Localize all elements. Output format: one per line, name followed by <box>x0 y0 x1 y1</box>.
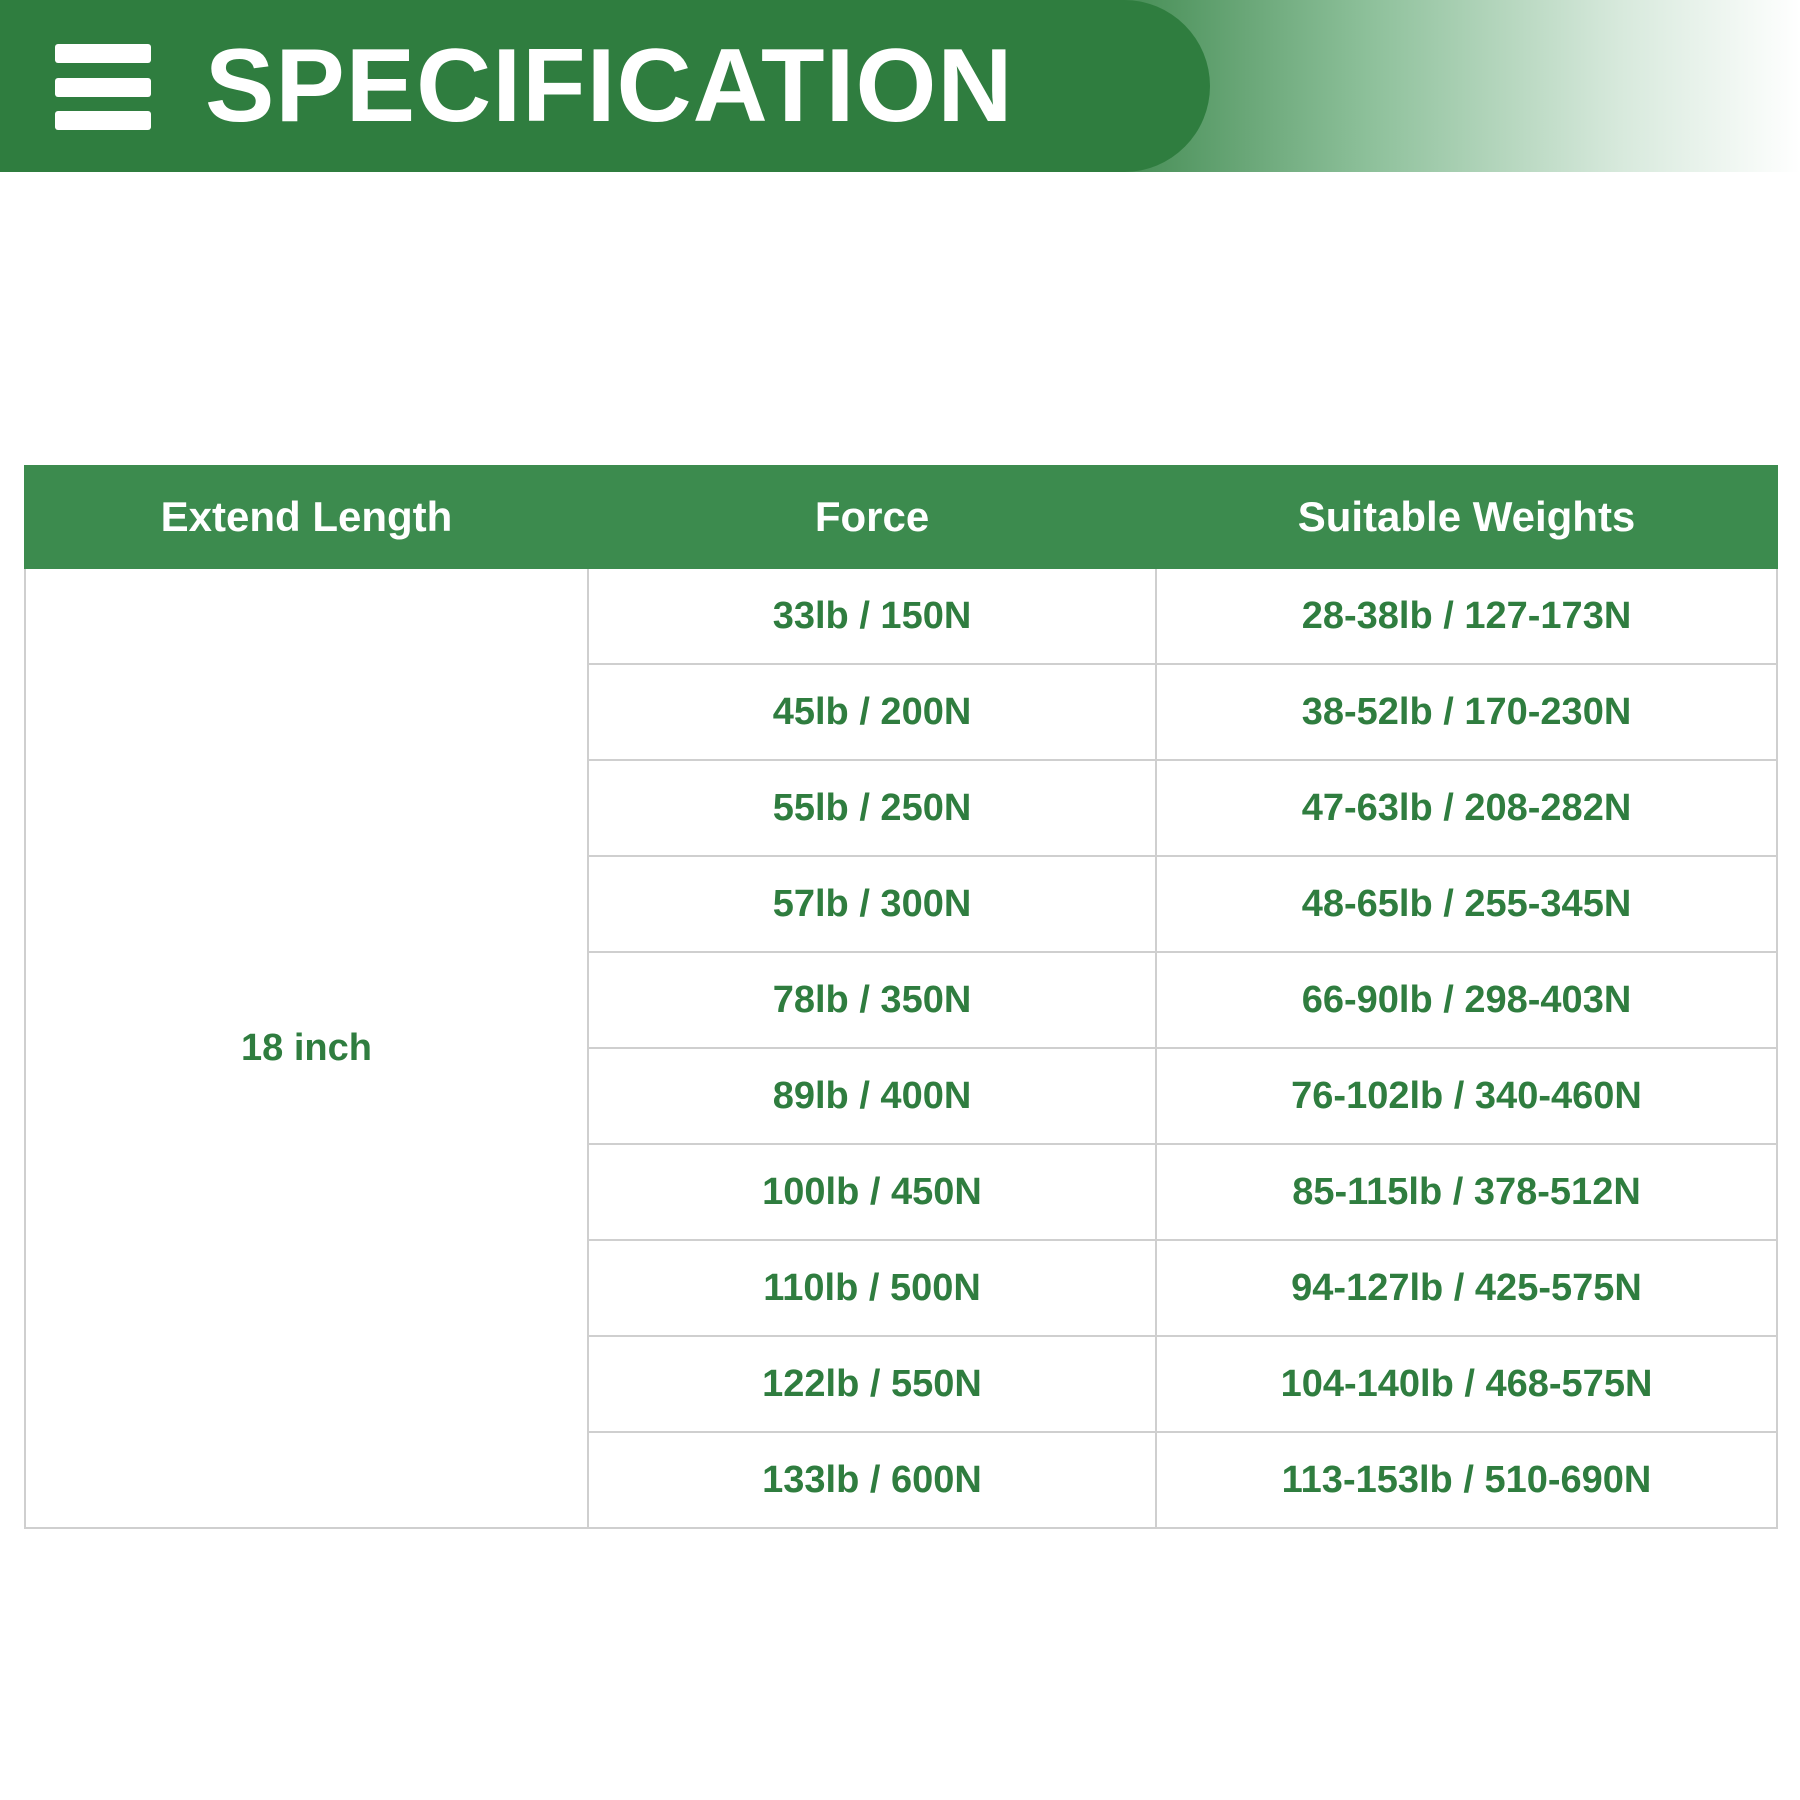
weights-value: 76-102lb / 340-460N <box>1156 1048 1777 1144</box>
specification-table <box>24 465 1778 1529</box>
table-row <box>25 568 1777 664</box>
force-value: 57lb / 300N <box>588 856 1156 952</box>
column-header-extend-length: Extend Length <box>25 466 588 568</box>
force-value: 55lb / 250N <box>588 760 1156 856</box>
weights-value: 113-153lb / 510-690N <box>1156 1432 1777 1528</box>
force-value: 122lb / 550N <box>588 1336 1156 1432</box>
weights-value: 38-52lb / 170-230N <box>1156 664 1777 760</box>
weights-value: 66-90lb / 298-403N <box>1156 952 1777 1048</box>
header-banner <box>0 0 1800 175</box>
force-value: 33lb / 150N <box>588 568 1156 664</box>
force-value: 100lb / 450N <box>588 1144 1156 1240</box>
table-header-row <box>25 466 1777 568</box>
weights-value: 85-115lb / 378-512N <box>1156 1144 1777 1240</box>
weights-value: 47-63lb / 208-282N <box>1156 760 1777 856</box>
column-header-suitable-weights: Suitable Weights <box>1156 466 1777 568</box>
force-value: 45lb / 200N <box>588 664 1156 760</box>
page-title: SPECIFICATION <box>205 28 1014 144</box>
hamburger-icon <box>55 44 151 130</box>
force-value: 133lb / 600N <box>588 1432 1156 1528</box>
header-content <box>0 0 1013 172</box>
force-value: 110lb / 500N <box>588 1240 1156 1336</box>
force-value: 78lb / 350N <box>588 952 1156 1048</box>
weights-value: 28-38lb / 127-173N <box>1156 568 1777 664</box>
weights-value: 48-65lb / 255-345N <box>1156 856 1777 952</box>
force-value: 89lb / 400N <box>588 1048 1156 1144</box>
specification-table-wrapper <box>24 465 1776 1529</box>
column-header-force: Force <box>588 466 1156 568</box>
weights-value: 104-140lb / 468-575N <box>1156 1336 1777 1432</box>
extend-length-value: 18 inch <box>25 568 588 1528</box>
weights-value: 94-127lb / 425-575N <box>1156 1240 1777 1336</box>
